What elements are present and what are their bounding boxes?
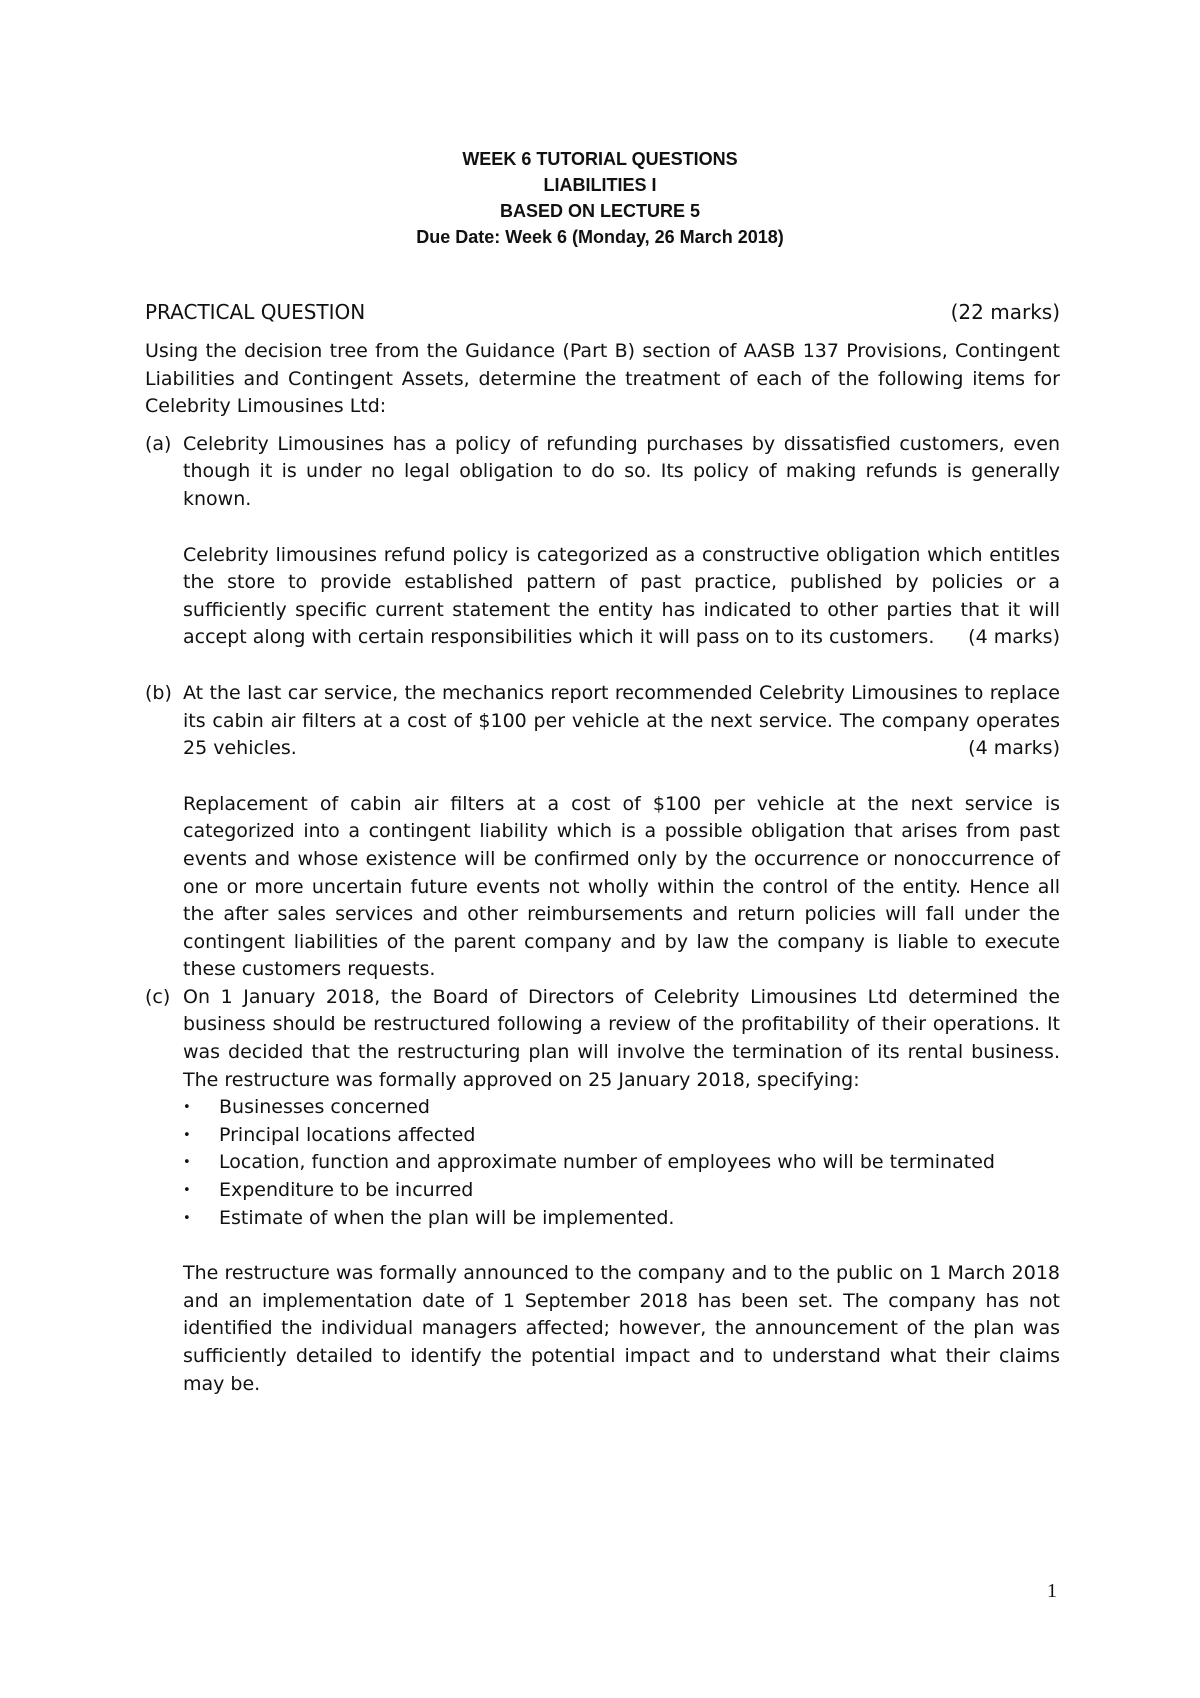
item-answer: Replacement of cabin air filters at a cost of $100 per vehicle at the next service is categorized into a contingent liability which is a possible obligation that arises from past events and whose existence will be confirmed only by the occurrence or nonoccurrence of one or more uncertain future events not wholly within the control of the entity. Hence all the after sales services and other reimbursements and return policies will fall under the contingent liabilities of the parent company and by law the company is liable to execute these customers requests.: [183, 792, 1060, 981]
bullet-icon: •: [183, 1183, 191, 1199]
item-label: (b): [145, 681, 172, 704]
item-followup: The restructure was formally announced to the company and to the public on 1 March 2018 and an implementation date of 1 September 2018 has been set. The company has not identified the individual managers affected; however, the announcement of the plan was sufficiently detailed to identify the potential impact and to understand what their claims may be.: [183, 1262, 1060, 1395]
item-text-content: At the last car service, the mechanics report recommended Celebrity Limousines to replace its cabin air filters at a cost of $100 per vehicle at the next service. The company operates 25 vehicles.: [183, 681, 1060, 760]
item-marks: (4 marks): [968, 737, 1060, 760]
item-text: On 1 January 2018, the Board of Directors of Celebrity Limousines Ltd determined the business should be restructured following a review of the profitability of their operations. It was decided that the restructuring plan will involve the termination of its rental business. The restructure was formally approved on 25 January 2018, specifying:: [183, 985, 1060, 1091]
item-label: (c): [145, 985, 171, 1008]
header-due-date: Due Date: Week 6 (Monday, 26 March 2018): [416, 227, 784, 247]
header-lecture: BASED ON LECTURE 5: [499, 201, 701, 221]
question-title: PRACTICAL QUESTION: [145, 300, 366, 324]
question-heading: [145, 298, 1060, 326]
item-text: Celebrity Limousines has a policy of refunding purchases by dissatisfied customers, even though it is under no legal obligation to do so. Its policy of making refunds is generally known.: [183, 432, 1060, 510]
item-text: [183, 680, 1060, 763]
list-item: • Principal locations affected: [183, 1122, 1060, 1150]
item-answer: [183, 542, 1060, 652]
item-body: [183, 680, 1060, 984]
bullet-icon: •: [183, 1100, 191, 1116]
bullet-icon: •: [183, 1155, 191, 1171]
list-item: • Businesses concerned: [183, 1094, 1060, 1122]
item-label: (a): [145, 432, 172, 455]
question-item-c: [145, 984, 1060, 1398]
answer-marks: (4 marks): [968, 626, 1060, 649]
bullet-icon: •: [183, 1127, 191, 1143]
bullet-icon: •: [183, 1210, 191, 1226]
question-intro: Using the decision tree from the Guidance (Part B) section of AASB 137 Provisions, Contingent Liabilities and Contingent Assets, determine the treatment of each of the following items for Celebrity Limousines Ltd:: [145, 340, 1060, 418]
item-body: [183, 431, 1060, 652]
header-title: WEEK 6 TUTORIAL QUESTIONS: [462, 149, 738, 169]
page-number: 1: [1047, 1580, 1057, 1602]
header-subtitle: LIABILITIES I: [543, 175, 657, 195]
list-item: • Location, function and approximate number of employees who will be terminated: [183, 1149, 1060, 1177]
answer-text: Celebrity limousines refund policy is categorized as a constructive obligation which entitles the store to provide established pattern of past practice, published by policies or a sufficiently specific current statement the entity has indicated to other parties that it will accept along with certain responsibilities which it will pass on to its customers.: [183, 543, 1060, 649]
question-marks: (22 marks): [950, 300, 1060, 324]
item-body: [183, 984, 1060, 1398]
question-item-a: [145, 431, 1060, 652]
list-item: • Estimate of when the plan will be implemented.: [183, 1205, 1060, 1233]
document-body: [145, 298, 1060, 1398]
list-item: • Expenditure to be incurred: [183, 1177, 1060, 1205]
document-header: [0, 146, 1200, 250]
bullet-list: [183, 1094, 1060, 1232]
question-item-b: [145, 680, 1060, 984]
